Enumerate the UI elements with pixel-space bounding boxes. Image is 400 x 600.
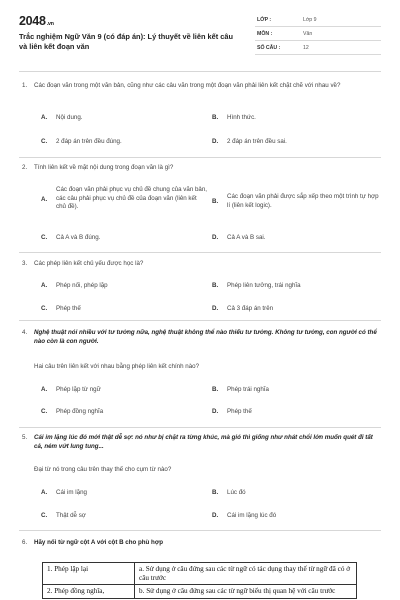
question-6 (19, 539, 381, 548)
option-text: Phép đồng nghĩa (56, 408, 104, 415)
meta-row-subject (255, 27, 381, 41)
meta-value: Lớp 9 (303, 17, 317, 23)
option-a[interactable] (41, 186, 208, 212)
question-body: Nghệ thuật nói nhiều với tư tưởng nữa, nghệ thuật không thể nào thiếu tư tưởng. Không tư tưởng, con người có thể nào còn là con người. (34, 329, 377, 345)
site-logo[interactable] (19, 13, 54, 30)
option-text: Thật dễ sợ (56, 512, 86, 519)
option-letter: D. (212, 305, 219, 312)
divider (19, 320, 381, 321)
option-b[interactable] (212, 489, 381, 498)
column-b-cell: b. Sử dụng ở câu đứng sau các từ ngữ biểu thị quan hệ với câu trước (135, 585, 357, 599)
question-subtext: Đại từ nó trong câu trên thay thế cho cụm từ nào? (34, 466, 172, 473)
question-3 (19, 260, 381, 312)
option-b[interactable] (212, 386, 381, 395)
meta-label: LỚP : (257, 17, 272, 23)
meta-row-count (255, 41, 381, 55)
question-body: Cái im lặng lúc đó mới thật dễ sợ: nó như bị chặt ra từng khúc, mà gió thì giống như nhát chổi lớn muốn quét đi tất cả, ném vứt lung tung... (34, 434, 373, 450)
option-text: Hình thức. (227, 114, 256, 121)
option-c[interactable] (41, 305, 201, 314)
option-d[interactable] (212, 138, 381, 147)
option-d[interactable] (212, 234, 381, 243)
question-number: 3. (22, 260, 28, 267)
option-text: Cả 3 đáp án trên (227, 305, 274, 312)
question-number: 1. (22, 82, 28, 89)
question-number: 2. (22, 164, 28, 171)
option-text: Phép lặp từ ngữ (56, 386, 101, 393)
option-letter: C. (41, 234, 48, 241)
option-d[interactable] (212, 305, 381, 314)
question-body: Tính liên kết về mặt nội dung trong đoạn văn là gì? (34, 164, 174, 171)
option-letter: A. (41, 386, 48, 393)
question-text (19, 260, 381, 269)
meta-panel (255, 13, 381, 55)
option-text: 2 đáp án trên đều đúng. (56, 138, 122, 145)
option-text: Phép trái nghĩa (227, 386, 269, 393)
option-c[interactable] (41, 138, 201, 147)
question-text (19, 329, 381, 347)
option-letter: A. (41, 489, 48, 496)
option-letter: C. (41, 512, 48, 519)
option-letter: D. (212, 234, 219, 241)
meta-label: SỐ CÂU : (257, 45, 281, 51)
logo-suffix: .vn (46, 21, 54, 27)
question-number: 6. (22, 539, 28, 546)
option-text: Phép liên tưởng, trái nghĩa (227, 282, 301, 289)
option-letter: D. (212, 512, 219, 519)
option-text: Phép thế (56, 305, 81, 312)
option-letter: B. (212, 198, 219, 205)
divider (19, 530, 381, 531)
question-text (19, 434, 381, 452)
question-number: 5. (22, 434, 28, 441)
option-text: Cái im lặng (56, 489, 87, 496)
column-b-cell: a. Sử dụng ở câu đứng sau các từ ngữ có tác dụng thay thế từ ngữ đã có ở câu trước (135, 563, 357, 585)
question-2 (19, 164, 381, 241)
option-a[interactable] (41, 282, 201, 291)
option-b[interactable] (212, 193, 381, 210)
question-text (19, 539, 381, 548)
option-letter: C. (41, 408, 48, 415)
question-1 (19, 82, 381, 145)
question-subtext: Hai câu trên liên kết với nhau bằng phép liên kết chính nào? (34, 363, 200, 370)
option-letter: A. (41, 282, 48, 289)
divider (19, 157, 381, 158)
option-d[interactable] (212, 408, 381, 417)
meta-label: MÔN : (257, 31, 273, 37)
option-a[interactable] (41, 114, 201, 123)
option-text: Nội dung. (56, 114, 83, 121)
option-text: Cả A và B đúng. (56, 234, 101, 241)
divider (19, 71, 381, 72)
option-a[interactable] (41, 386, 201, 395)
question-body: Hãy nối từ ngữ cột A với cột B cho phù hợp (34, 539, 164, 546)
column-a-cell: 2. Phép đồng nghĩa, (43, 585, 135, 599)
option-text: Cái im lặng lúc đó (227, 512, 277, 519)
question-text (19, 82, 381, 91)
option-letter: B. (212, 114, 219, 121)
option-letter: A. (41, 196, 48, 203)
header (19, 13, 381, 63)
option-a[interactable] (41, 489, 201, 498)
table-row (43, 585, 357, 599)
question-number: 4. (22, 329, 28, 336)
question-5 (19, 434, 381, 519)
question-body: Các phép liên kết chủ yếu được học là? (34, 260, 144, 267)
question-body: Các đoạn văn trong một văn bản, cũng như các câu văn trong một đoạn văn phải liên kết chặt chẽ với nhau về? (34, 82, 341, 89)
option-d[interactable] (212, 512, 381, 521)
page-title: Trắc nghiệm Ngữ Văn 9 (có đáp án): Lý thuyết về liên kết câu và liên kết đoạn văn (19, 32, 233, 52)
option-text: Các đoạn văn phải được sắp xếp theo một trình tự hợp lí (liên kết logic). (227, 193, 379, 209)
option-c[interactable] (41, 408, 201, 417)
meta-value: 12 (303, 45, 309, 51)
meta-row-grade (255, 13, 381, 27)
option-letter: B. (212, 282, 219, 289)
question-text (19, 164, 381, 173)
option-letter: B. (212, 489, 219, 496)
option-text: 2 đáp án trên đều sai. (227, 138, 287, 145)
option-b[interactable] (212, 282, 381, 291)
option-letter: A. (41, 114, 48, 121)
divider (19, 252, 381, 253)
option-letter: D. (212, 408, 219, 415)
option-letter: C. (41, 305, 48, 312)
column-a-cell: 1. Phép lặp lại (43, 563, 135, 585)
option-text: Phép nối, phép lặp (56, 282, 108, 289)
table-row (43, 563, 357, 585)
divider (19, 427, 381, 428)
option-c[interactable] (41, 234, 201, 243)
option-letter: C. (41, 138, 48, 145)
meta-value: Văn (303, 31, 313, 37)
logo-text: 2048 (19, 14, 46, 28)
option-text: Cả A và B sai. (227, 234, 266, 241)
option-text: Lúc đó (227, 489, 246, 496)
option-letter: D. (212, 138, 219, 145)
option-c[interactable] (41, 512, 201, 521)
question-4 (19, 329, 381, 415)
option-text: Phép thế (227, 408, 252, 415)
option-text: Các đoạn văn phải phục vụ chủ đề chung của văn bản, các câu phải phục vụ chủ đề của đoạn văn (liên kết chủ đề). (56, 186, 208, 211)
option-letter: B. (212, 386, 219, 393)
matching-table (42, 562, 357, 599)
option-b[interactable] (212, 114, 381, 123)
